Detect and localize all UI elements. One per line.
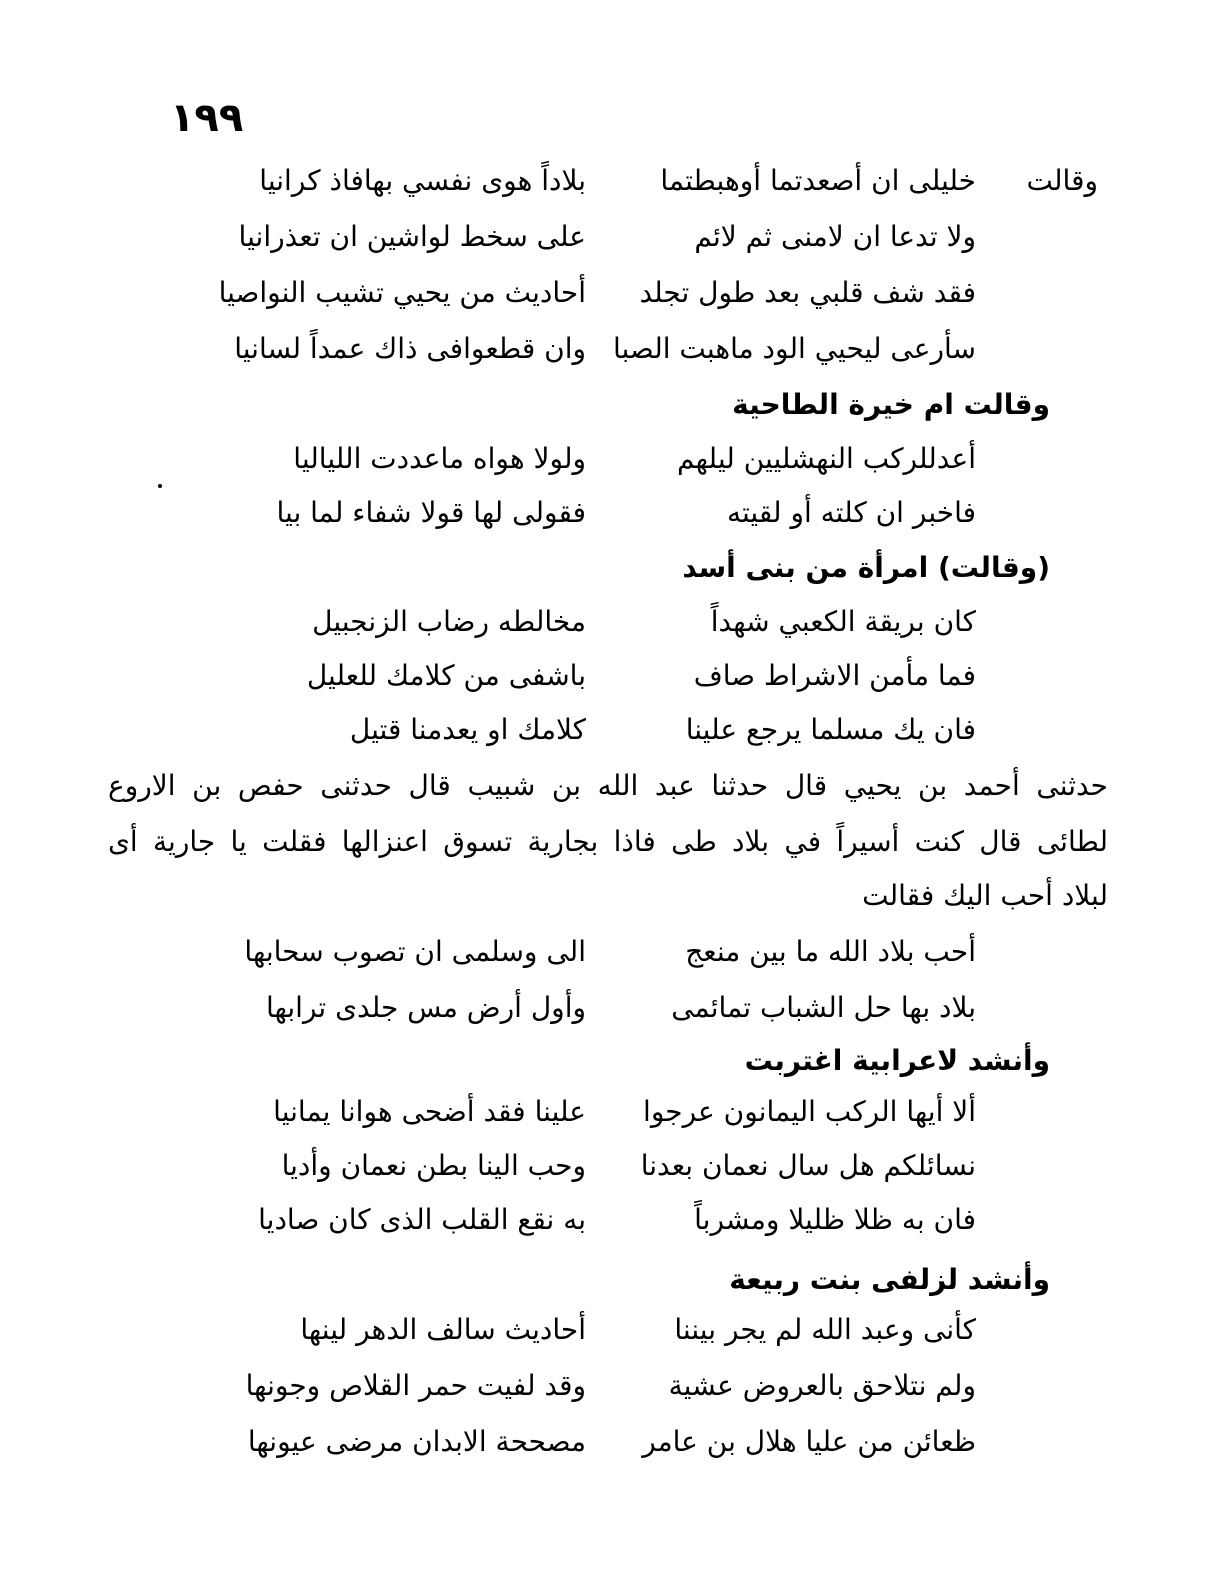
verse-hemistich-right: فان يك مسلما يرجع علينا xyxy=(685,713,976,746)
verse-hemistich-right: فاخبر ان كلته أو لقيته xyxy=(726,496,976,529)
poem-heading: وأنشد لاعرابية اغتربت xyxy=(744,1044,1050,1077)
verse-hemistich-right: سأرعى ليحيي الود ماهبت الصبا xyxy=(612,332,976,365)
verse-hemistich-right: ولم نتلاحق بالعروض عشية xyxy=(668,1369,976,1402)
verse-hemistich-left: مصححة الابدان مرضى عيونها xyxy=(247,1425,586,1458)
verse-hemistich-right: نسائلكم هل سال نعمان بعدنا xyxy=(640,1149,976,1182)
verse-hemistich-right: كان بريقة الكعبي شهداً xyxy=(710,605,976,638)
verse-hemistich-left: كلامك او يعدمنا قتيل xyxy=(349,713,586,746)
verse-hemistich-left: وقد لفيت حمر القلاص وجونها xyxy=(245,1369,586,1402)
verse-intro xyxy=(1027,161,1098,201)
verse-hemistich-right: فقد شف قلبي بعد طول تجلد xyxy=(639,276,976,309)
verse-hemistich-left: وان قطعوافى ذاك عمداً لسانيا xyxy=(234,332,586,365)
verse-hemistich-left: وأول أرض مس جلدى ترابها xyxy=(265,991,586,1024)
verse-intro-text: وقالت xyxy=(1026,164,1098,197)
verse-hemistich-right: فما مأمن الاشراط صاف xyxy=(693,659,976,692)
verse-hemistich-right: فان به ظلا ظليلا ومشرباً xyxy=(694,1203,976,1236)
verse-hemistich-right: أعدللركب النهشليين ليلهم xyxy=(677,442,976,475)
verse-hemistich-left: فقولى لها قولا شفاء لما بيا xyxy=(276,496,586,529)
verse-hemistich-left: ولولا هواه ماعددت اللياليا xyxy=(293,442,586,475)
verse-hemistich-left: أحاديث من يحيي تشيب النواصيا xyxy=(218,276,586,309)
verse-hemistich-left: الى وسلمى ان تصوب سحابها xyxy=(244,935,586,968)
verse-hemistich-right: ظعائن من عليا هلال بن عامر xyxy=(642,1425,976,1458)
verse-hemistich-left: أحاديث سالف الدهر لينها xyxy=(300,1313,586,1346)
prose-line: حدثنى أحمد بن يحيي قال حدثنا عبد الله بن شبيب قال حدثنى حفص بن الاروع xyxy=(108,769,1108,802)
ink-speck xyxy=(158,484,162,488)
verse-hemistich-left: به نقع القلب الذى كان صاديا xyxy=(258,1203,586,1236)
verse-hemistich-left: وحب الينا بطن نعمان وأديا xyxy=(281,1149,586,1182)
verse-hemistich-left: باشفى من كلامك للعليل xyxy=(306,659,586,692)
verse-hemistich-right: أحب بلاد الله ما بين منعج xyxy=(685,935,976,968)
poem-heading: (وقالت) امرأة من بنى أسد xyxy=(682,551,1050,584)
verse-hemistich-right: بلاد بها حل الشباب تمائمى xyxy=(671,991,976,1024)
verse-hemistich-right: ألا أيها الركب اليمانون عرجوا xyxy=(643,1095,976,1128)
verse-hemistich-right: كأنى وعبد الله لم يجر بيننا xyxy=(674,1313,976,1346)
verse-hemistich-right: ولا تدعا ان لامنى ثم لائم xyxy=(694,220,976,253)
page-number: ١٩٩ xyxy=(170,95,244,141)
poem-heading: وقالت ام خيرة الطاحية xyxy=(732,388,1050,421)
prose-line: لبلاد أحب اليك فقالت xyxy=(862,879,1108,912)
verse-hemistich-left: على سخط لواشين ان تعذرانيا xyxy=(238,220,586,253)
verse-hemistich-left: علينا فقد أضحى هوانا يمانيا xyxy=(273,1095,586,1128)
poem-heading: وأنشد لزلفى بنت ربيعة xyxy=(729,1263,1050,1296)
verse-hemistich-left: بلاداً هوى نفسي بهافاذ كرانيا xyxy=(259,164,586,197)
verse-hemistich-left: مخالطه رضاب الزنجبيل xyxy=(312,605,586,638)
verse-hemistich-right: خليلى ان أصعدتما أوهبطتما xyxy=(660,164,976,197)
prose-line: لطائى قال كنت أسيراً في بلاد طى فاذا بجارية تسوق اعنزالها فقلت يا جارية أى xyxy=(108,825,1108,858)
